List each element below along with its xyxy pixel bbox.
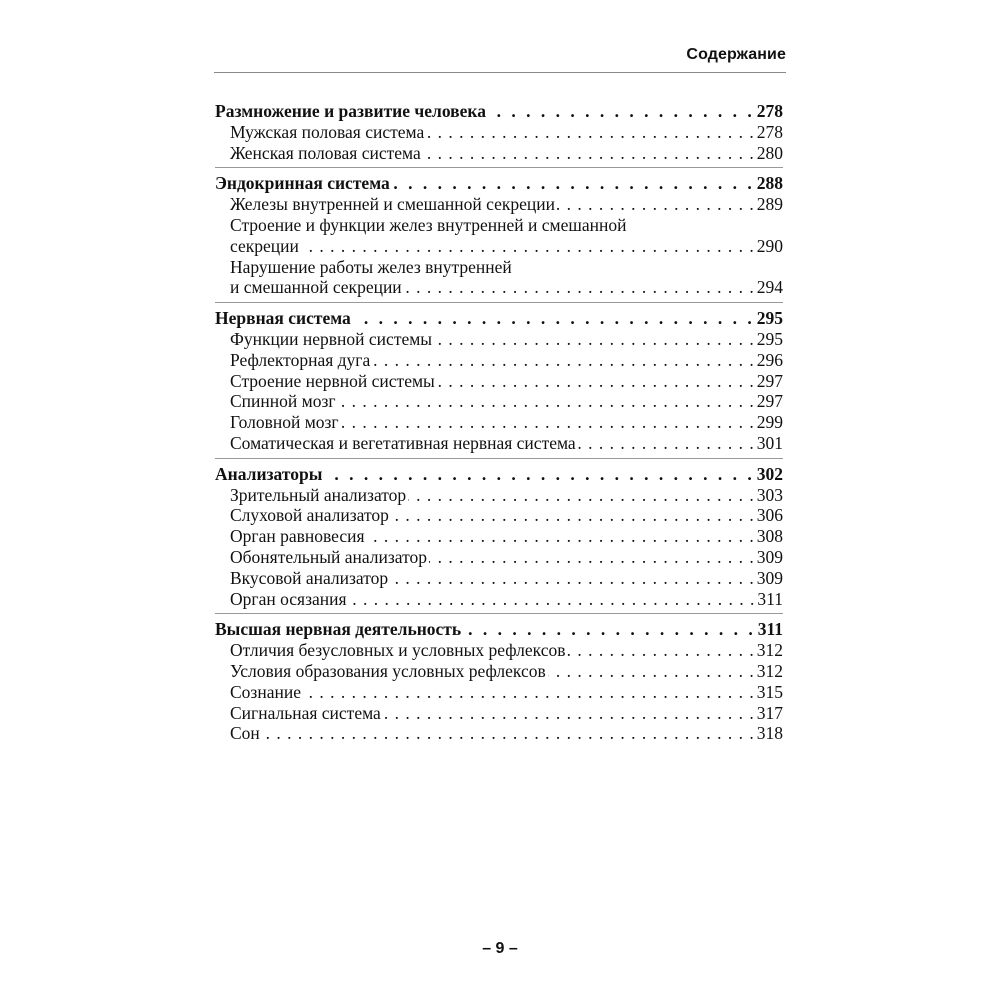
toc-entry[interactable] — [215, 433, 783, 454]
toc-entry-title: Слуховой анализатор — [230, 505, 389, 526]
toc-entry-multiline[interactable] — [215, 257, 783, 299]
toc-entry[interactable] — [215, 122, 783, 143]
toc-entry[interactable] — [215, 143, 783, 164]
toc-entry-title-line1: Строение и функции желез внутренней и смешанной — [230, 214, 627, 235]
toc-heading-page: 302 — [756, 463, 783, 484]
table-of-contents — [215, 101, 783, 753]
toc-entry-page: 297 — [756, 391, 783, 412]
toc-entry-page: 295 — [756, 328, 783, 349]
dot-leader — [434, 329, 755, 350]
toc-entry-title-line2: и смешанной секреции — [230, 277, 402, 298]
toc-entry-page: 299 — [756, 412, 783, 433]
toc-section — [215, 308, 783, 459]
toc-entry-title: Мужская половая система — [230, 121, 425, 142]
toc-entry[interactable] — [215, 485, 783, 506]
toc-heading-page: 288 — [756, 173, 783, 194]
toc-entry[interactable] — [215, 723, 783, 744]
toc-entry-page: 312 — [756, 660, 783, 681]
toc-heading-title: Высшая нервная деятельность — [215, 619, 462, 640]
toc-entry-last-line — [230, 236, 783, 257]
dot-leader — [390, 568, 755, 589]
toc-entry[interactable] — [215, 568, 783, 589]
toc-entry-page: 301 — [756, 432, 783, 453]
toc-entry-title: Строение нервной системы — [230, 370, 435, 391]
toc-entry-page: 312 — [756, 640, 783, 661]
toc-entry-title: Орган осязания — [230, 588, 347, 609]
toc-entry[interactable] — [215, 391, 783, 412]
toc-entry[interactable] — [215, 547, 783, 568]
toc-entry[interactable] — [215, 350, 783, 371]
toc-entry-last-line — [230, 277, 783, 298]
toc-section-heading[interactable] — [215, 101, 783, 122]
toc-heading-page: 295 — [756, 308, 783, 329]
dot-leader — [324, 464, 754, 485]
toc-entry[interactable] — [215, 682, 783, 703]
toc-entry-page: 294 — [756, 277, 783, 298]
dot-leader — [301, 236, 755, 257]
dot-leader — [303, 682, 755, 703]
toc-heading-page: 278 — [756, 101, 783, 121]
toc-entry-page: 308 — [756, 526, 783, 547]
toc-entry-title: Сон — [230, 723, 260, 744]
toc-entry-title: Спинной мозг — [230, 391, 336, 412]
toc-entry[interactable] — [215, 505, 783, 526]
toc-heading-title: Нервная система — [215, 308, 351, 329]
toc-entry-page: 278 — [756, 121, 783, 142]
toc-entry-title: Рефлекторная дуга — [230, 349, 371, 370]
dot-leader — [372, 350, 755, 371]
toc-entry-title: Соматическая и вегетативная нервная система — [230, 432, 576, 453]
toc-entry-page: 306 — [756, 505, 783, 526]
dot-leader — [391, 505, 755, 526]
toc-entry-title: Отличия безусловных и условных рефлексов — [230, 640, 566, 661]
toc-entry-title: Зрительный анализатор — [230, 484, 407, 505]
running-header-title: Содержание — [686, 46, 786, 63]
toc-entry-title: Обонятельный анализатор — [230, 546, 427, 567]
dot-leader — [429, 547, 755, 568]
toc-entry[interactable] — [215, 526, 783, 547]
toc-entry-page: 297 — [756, 370, 783, 391]
dot-leader — [426, 122, 755, 143]
toc-entry-page: 311 — [757, 588, 783, 609]
toc-section — [215, 101, 783, 168]
dot-leader — [578, 433, 755, 454]
toc-entry-title: Сознание — [230, 681, 301, 702]
dot-leader — [383, 703, 755, 724]
toc-entry[interactable] — [215, 640, 783, 661]
toc-entry-title: Сигнальная система — [230, 702, 381, 723]
toc-entry-title: Условия образования условных рефлексов — [230, 660, 546, 681]
toc-entry-page: 280 — [756, 142, 783, 163]
toc-entry-page: 317 — [756, 702, 783, 723]
toc-entry-page: 315 — [756, 681, 783, 702]
dot-leader — [404, 277, 755, 298]
toc-entry-page: 296 — [756, 349, 783, 370]
toc-section-heading[interactable] — [215, 308, 783, 329]
toc-entry-page: 303 — [756, 484, 783, 505]
toc-entry-page: 289 — [756, 194, 783, 215]
toc-heading-title: Размножение и развитие человека — [215, 101, 486, 121]
toc-section-heading[interactable] — [215, 464, 783, 485]
toc-entry[interactable] — [215, 329, 783, 350]
toc-entry-title: Головной мозг — [230, 412, 339, 433]
toc-entry-title: Орган равновесия — [230, 526, 365, 547]
dot-leader — [557, 194, 755, 215]
toc-entry-title-line1: Нарушение работы желез внутренней — [230, 256, 512, 277]
page-number: – 9 – — [482, 940, 518, 957]
dot-leader — [349, 589, 756, 610]
toc-section-heading[interactable] — [215, 619, 783, 640]
dot-leader — [392, 173, 755, 194]
dot-leader — [567, 640, 754, 661]
dot-leader — [408, 485, 755, 506]
dot-leader — [488, 101, 755, 122]
dot-leader — [338, 391, 755, 412]
toc-section — [215, 619, 783, 748]
toc-entry[interactable] — [215, 194, 783, 215]
toc-heading-page: 311 — [757, 619, 783, 640]
dot-leader — [367, 526, 755, 547]
header-divider — [214, 72, 786, 73]
toc-entry-page: 309 — [756, 546, 783, 567]
toc-section — [215, 464, 783, 615]
toc-section — [215, 173, 783, 303]
toc-entry-title-line2: секреции — [230, 235, 299, 256]
toc-entry-title: Женская половая система — [230, 142, 421, 163]
toc-entry-page: 290 — [756, 235, 783, 256]
toc-entry[interactable] — [215, 589, 783, 610]
dot-leader — [437, 371, 755, 392]
toc-section-heading[interactable] — [215, 173, 783, 194]
dot-leader — [463, 619, 756, 640]
dot-leader — [341, 412, 755, 433]
toc-entry[interactable] — [215, 412, 783, 433]
toc-entry[interactable] — [215, 371, 783, 392]
toc-entry[interactable] — [215, 661, 783, 682]
toc-entry-title: Железы внутренней и смешанной секреции — [230, 194, 555, 215]
toc-entry-page: 318 — [756, 723, 783, 744]
toc-entry-multiline[interactable] — [215, 215, 783, 257]
toc-entry-title: Вкусовой анализатор — [230, 567, 389, 588]
dot-leader — [548, 661, 755, 682]
toc-entry-title: Функции нервной системы — [230, 328, 433, 349]
toc-heading-title: Анализаторы — [215, 463, 323, 484]
toc-entry-page: 309 — [756, 567, 783, 588]
toc-entry[interactable] — [215, 703, 783, 724]
dot-leader — [262, 723, 755, 744]
dot-leader — [353, 308, 755, 329]
toc-heading-title: Эндокринная система — [215, 173, 390, 194]
dot-leader — [423, 143, 755, 164]
